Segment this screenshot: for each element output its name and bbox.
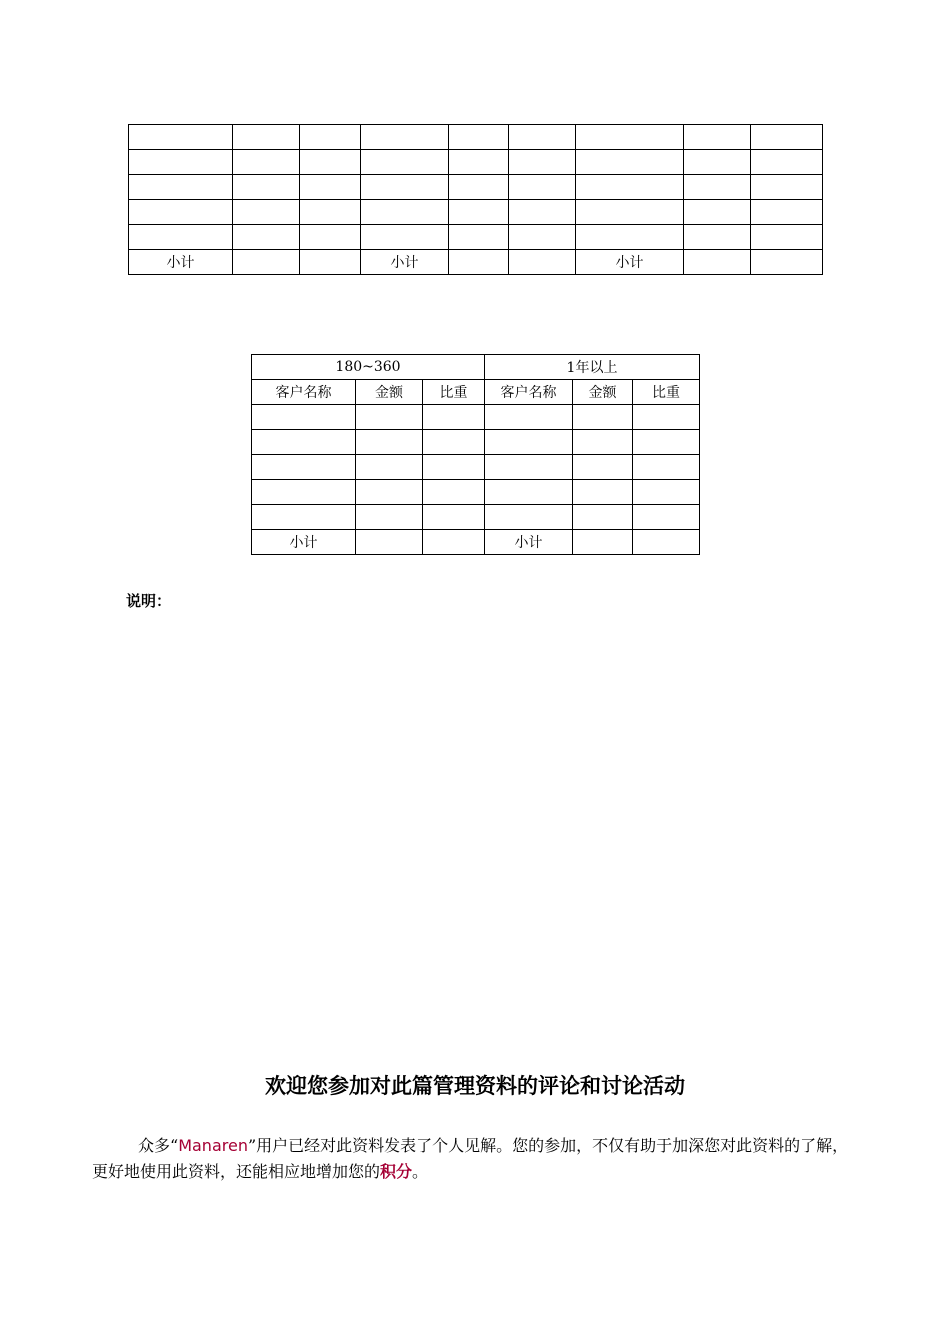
aging-table (251, 354, 700, 555)
subtotal-label: 小计 (252, 530, 356, 555)
subtotal-row (129, 250, 823, 275)
promo-paragraph (92, 1133, 862, 1185)
col-header-customer-name: 客户名称 (252, 380, 356, 405)
promo-text-middle: ”用户已经对此资料发表了个人见解。您的参加，不仅有助于加深您对此资料的了解，更好地使用此资料，还能相应地增加您的 (92, 1136, 849, 1181)
table-row (129, 200, 823, 225)
col-header-customer-name: 客户名称 (485, 380, 573, 405)
subtotal-row (252, 530, 700, 555)
table-row (129, 150, 823, 175)
table-row (252, 480, 700, 505)
table-row (129, 125, 823, 150)
promo-text-before: 众多“ (138, 1136, 179, 1155)
subtotal-label: 小计 (129, 250, 233, 275)
subtotal-label: 小计 (361, 250, 449, 275)
table-row (129, 225, 823, 250)
column-header-row (252, 380, 700, 405)
table-row (252, 505, 700, 530)
promo-title: 欢迎您参加对此篇管理资料的评论和讨论活动 (265, 1074, 685, 1098)
table-row (129, 175, 823, 200)
subtotal-label: 小计 (485, 530, 573, 555)
table-row (252, 430, 700, 455)
group-header-row (252, 355, 700, 380)
brand-link[interactable]: Manaren (178, 1136, 248, 1155)
points-link[interactable]: 积分 (380, 1162, 413, 1181)
group-header-180-360: 180~360 (252, 355, 485, 380)
summary-table (128, 124, 823, 275)
promo-text-end: 。 (412, 1162, 429, 1181)
note-label: 说明： (126, 592, 172, 610)
col-header-amount: 金额 (573, 380, 633, 405)
col-header-ratio: 比重 (633, 380, 700, 405)
table-row (252, 405, 700, 430)
col-header-amount: 金额 (356, 380, 423, 405)
subtotal-label: 小计 (576, 250, 684, 275)
col-header-ratio: 比重 (423, 380, 485, 405)
table-row (252, 455, 700, 480)
group-header-over-1-year: 1年以上 (485, 355, 700, 380)
